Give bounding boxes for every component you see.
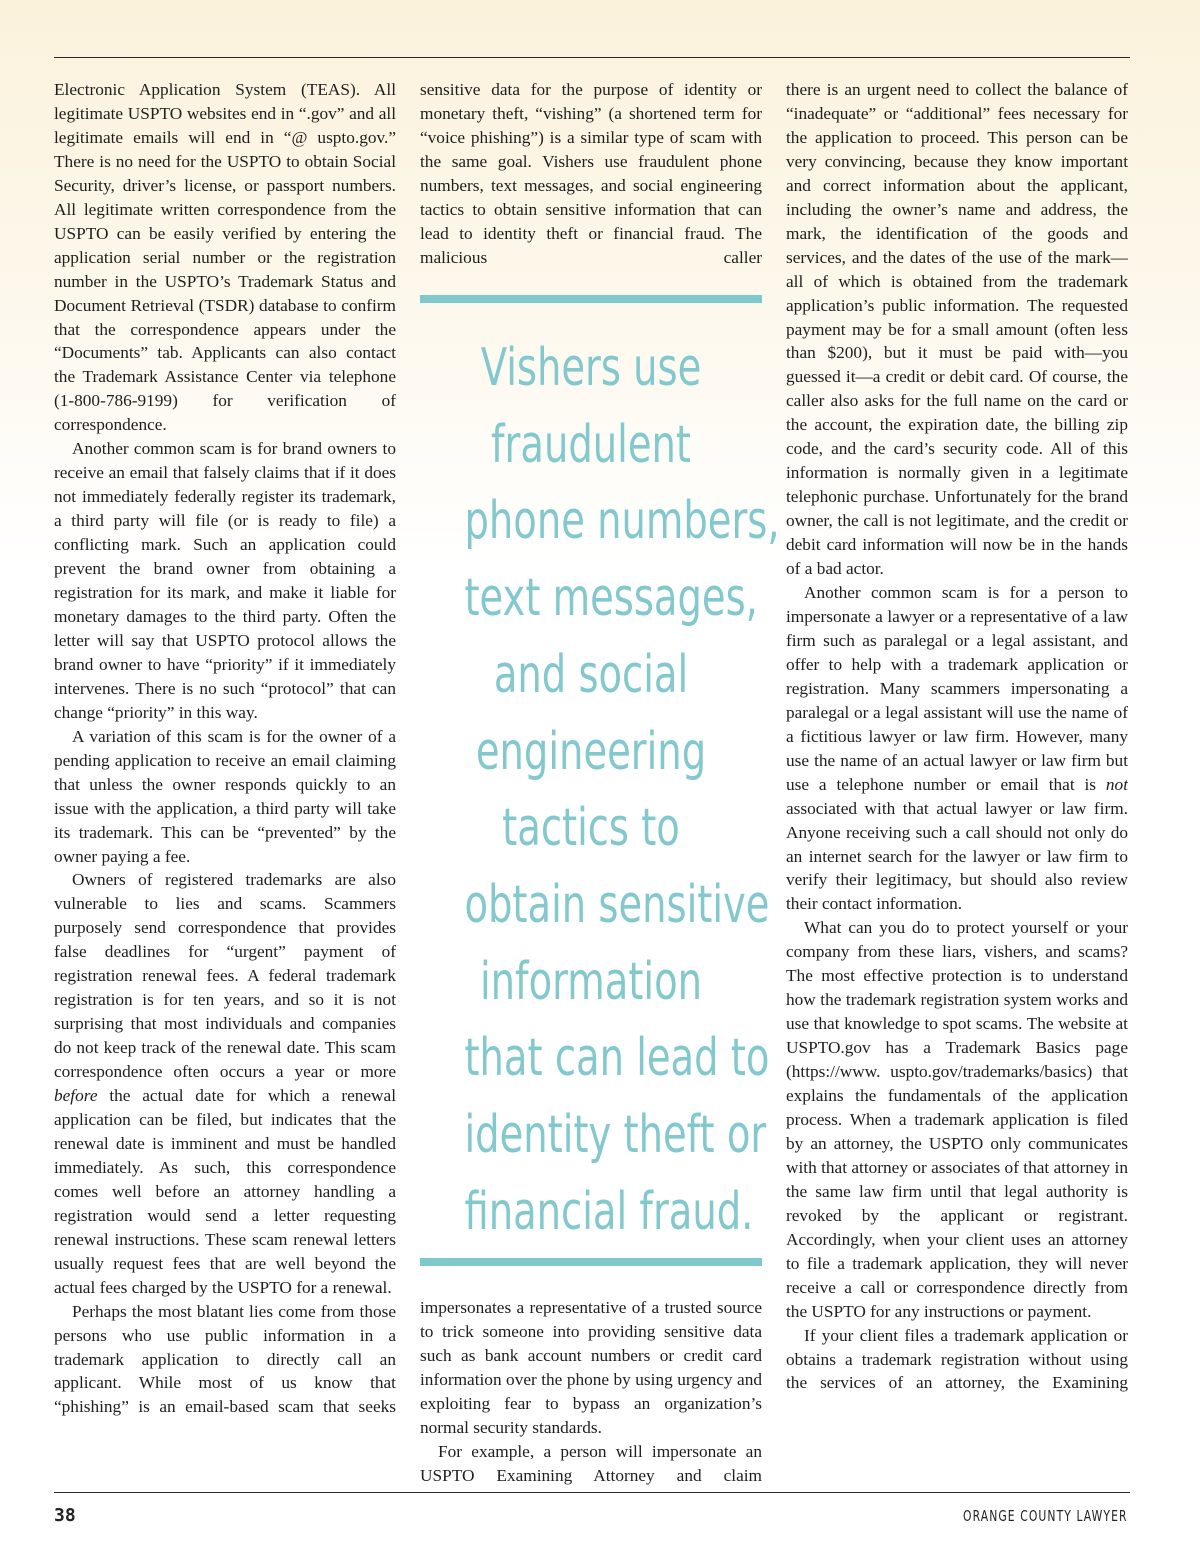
pull-quote-top-bar bbox=[420, 295, 762, 303]
pull-quote-line: tactics to bbox=[502, 798, 680, 859]
pull-quote-line: identity theft or bbox=[464, 1105, 767, 1166]
bottom-rule bbox=[54, 1492, 1130, 1493]
paragraph: If your client files a trademark application or obtains a trademark registration without using the services of an attorney, the Examining bbox=[786, 1325, 1128, 1393]
paragraph: sensitive data for the purpose of identity or monetary theft, “vishing” (a shortened term for “voice phishing”) is a similar type of scam with the same goal. Vishers use fraudulent phone numbers, text messages, and social engineering tactics to obtain sensitive information that can lead to identity theft or financial fraud. The malicious caller bbox=[420, 80, 762, 267]
article-column-3 bbox=[786, 78, 1128, 1490]
pull-quote-line: engineering bbox=[475, 721, 707, 782]
text-run: associated with that actual lawyer or law firm. Anyone receiving such a call should not only do an internet search for the lawyer or law firm to verify their legitimacy, but should also review their contact information. bbox=[786, 798, 1128, 914]
pull-quote-line: and social bbox=[493, 644, 689, 705]
pull-quote-line: Vishers use bbox=[480, 338, 702, 398]
text-run: the actual date for which a renewal application can be filed, but indicates that the renewal date is imminent and must be handled immediately. As such, this correspondence comes well before an attorney handling a registration would send a letter requesting renewal instructions. These scam renewal letters usually request fees that are well beyond the actual fees charged by the USPTO for a renewal. bbox=[54, 1086, 396, 1297]
top-rule bbox=[54, 57, 1130, 58]
pull-quote-line: text messages, bbox=[464, 568, 758, 629]
text-run: Another common scam is for a person to impersonate a lawyer or a representative of a law firm such as paralegal or a legal assistant, and offer to help with a trademark application or registration. Many scammers impersonating a paralegal or a legal assistant will use the name of a fictitious lawyer or law firm. However, many use the name of an actual lawyer or law firm but use a telephone number or email that is bbox=[786, 583, 1128, 794]
article-column-2-top bbox=[420, 78, 762, 270]
paragraph bbox=[54, 868, 396, 1299]
pull-quote bbox=[464, 330, 780, 1250]
magazine-name: ORANGE COUNTY LAWYER bbox=[963, 1507, 1128, 1525]
pull-quote-bottom-bar bbox=[420, 1258, 762, 1266]
paragraph bbox=[786, 581, 1128, 916]
article-column-2-bottom bbox=[420, 1296, 762, 1488]
pull-quote-line: information bbox=[479, 951, 703, 1012]
emphasis: before bbox=[54, 1086, 98, 1106]
pull-quote-line: that can lead to bbox=[464, 1028, 770, 1089]
emphasis: not bbox=[1105, 774, 1128, 794]
page-number: 38 bbox=[54, 1505, 76, 1526]
pull-quote-line: obtain sensitive bbox=[464, 874, 770, 935]
paragraph: there is an urgent need to collect the balance of “inadequate” or “additional” fees necessary for the application to proceed. This person can be very convincing, because they know important and correct information about the applicant, including the owner’s name and address, the mark, the identification of the goods and services, and the dates of the use of the mark—all of which is obtained from the trademark application’s public information. The requested payment may be for a small amount (often less than $200), but it must be paid with—you guessed it—a credit or debit card. Of course, the caller also asks for the full name on the card or the account, the expiration date, the billing zip code, and the card’s security code. All of this information is normally given in a legitimate telephonic purchase. Unfortunately for the brand owner, the call is not legitimate, and the credit or debit card information will now be in the hands of a bad actor. bbox=[786, 80, 1128, 579]
article-column-1 bbox=[54, 78, 396, 1490]
pull-quote-line: financial fraud. bbox=[464, 1181, 754, 1242]
paragraph: impersonates a representative of a trusted source to trick someone into providing sensitive data such as bank account numbers or credit card information over the phone by using urgency and exploiting fear to bypass an organization’s normal security standards. bbox=[420, 1298, 762, 1437]
pull-quote-line: phone numbers, bbox=[464, 491, 780, 552]
text-run: Owners of registered trademarks are also vulnerable to lies and scams. Scammers purposely send correspondence that provides false deadlines for “urgent” payment of registration renewal fees. A federal trademark registration is for ten years, and so it is not surprising that most individuals and companies do not keep track of the renewal date. This scam correspondence often occurs a year or more bbox=[54, 870, 396, 1082]
paragraph: A variation of this scam is for the owner of a pending application to receive an email claiming that unless the owner responds quickly to an issue with the application, a third party will take its trademark. This can be “prevented” by the owner paying a fee. bbox=[54, 726, 396, 866]
pull-quote-line: fraudulent bbox=[490, 414, 691, 475]
paragraph: For example, a person will impersonate an USPTO Examining Attorney and claim bbox=[420, 1441, 762, 1485]
paragraph: Electronic Application System (TEAS). All legitimate USPTO websites end in “.gov” and all legitimate emails will end in “@ uspto.gov.” There is no need for the USPTO to obtain Social Security, driver’s license, or passport numbers. All legitimate written correspondence from the USPTO can be easily verified by entering the application serial number or the registration number in the USPTO’s Trademark Status and Document Retrieval (TSDR) database to confirm that the correspondence appears under the “Documents” tab. Applicants can also contact the Trademark Assistance Center via telephone (1-800-786-9199) for verification of correspondence. bbox=[54, 80, 396, 435]
paragraph: What can you do to protect yourself or your company from these liars, vishers, and scams? The most effective protection is to understand how the trademark registration system works and use that knowledge to spot scams. The website at USPTO.gov has a Trademark Basics page (https://www. uspto.gov/trademarks/basics) that explains the fundamentals of the application process. When a trademark application is filed by an attorney, the USPTO only communicates with that attorney or associates of that attorney in the same law firm until that legal authority is revoked by the applicant or registrant. Accordingly, when your client uses an attorney to file a trademark application, they will never receive a call or correspondence directly from the USPTO for any instructions or payment. bbox=[786, 918, 1128, 1321]
paragraph: Another common scam is for brand owners to receive an email that falsely claims that if it does not immediately federally register its trademark, a third party will file (or is ready to file) a conflicting mark. Such an application could prevent the brand owner from obtaining a registration for its mark, and make it liable for monetary damages to the third party. Often the letter will say that USPTO protocol allows the brand owner to have “priority” if it immediately intervenes. There is no such “protocol” that can change “priority” in this way. bbox=[54, 439, 396, 722]
paragraph: Perhaps the most blatant lies come from those persons who use public information in a trademark application to directly call an applicant. While most of us know that “phishing” is an email-based scam that seeks bbox=[54, 1301, 396, 1417]
